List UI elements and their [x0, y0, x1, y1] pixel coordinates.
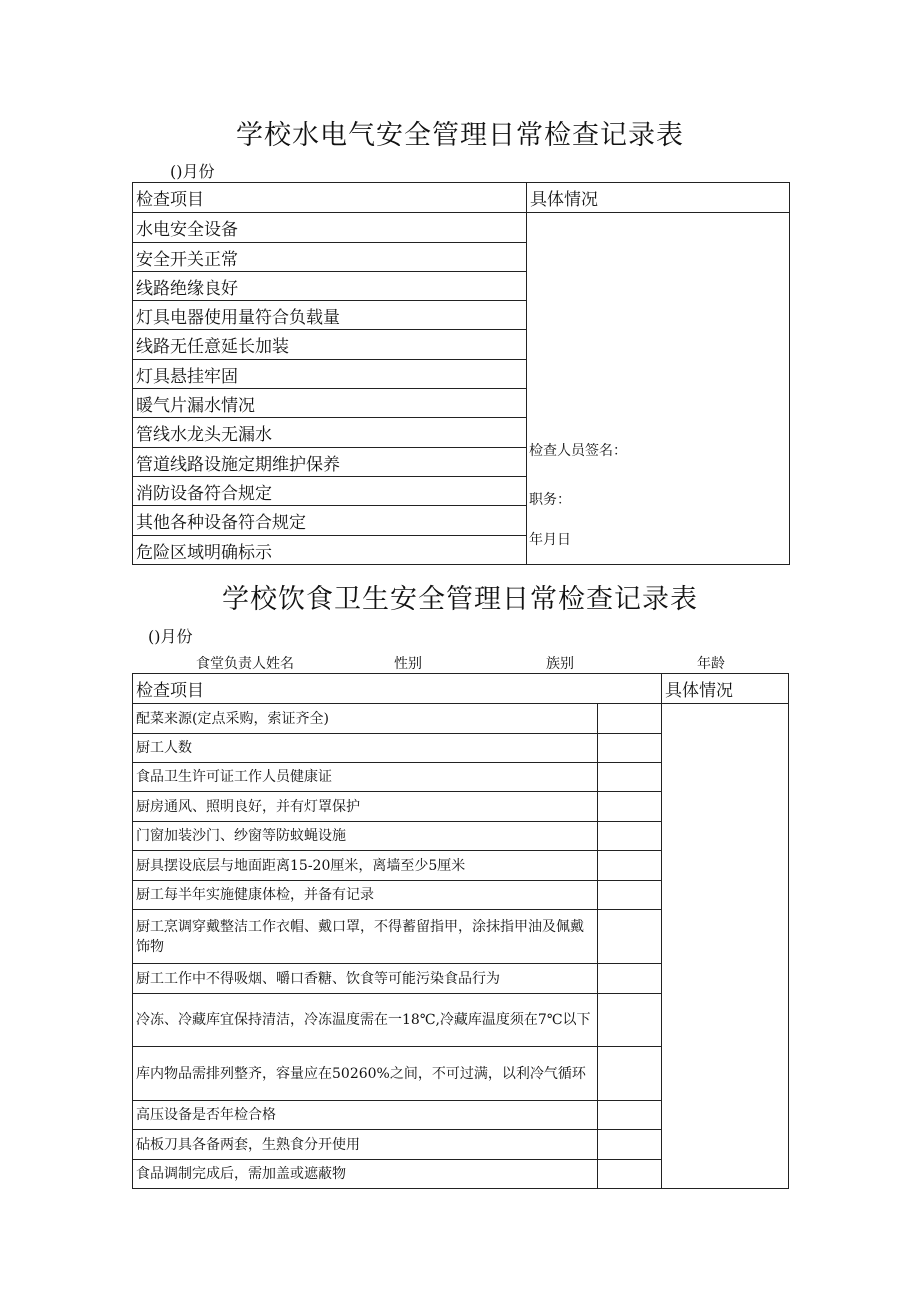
- check-item: 安全开关正常: [133, 243, 527, 272]
- check-box-cell: [598, 994, 662, 1047]
- check-box-cell: [598, 1160, 662, 1189]
- check-item: 砧板刀具各备两套，生熟食分开使用: [133, 1130, 598, 1160]
- check-item: 管线水龙头无漏水: [133, 418, 527, 448]
- check-box-cell: [598, 881, 662, 910]
- check-item: 危险区域明确标示: [133, 536, 527, 565]
- header-item: 检查项目: [133, 674, 662, 704]
- check-item: 冷冻、冷藏库宜保持清洁，冷冻温度需在一18℃,冷藏库温度须在7℃以下: [133, 994, 598, 1047]
- check-box-cell: [598, 822, 662, 851]
- water-electric-month: ()月份: [170, 162, 215, 181]
- info-age: 年龄: [697, 656, 725, 672]
- header-item: 检查项目: [133, 183, 527, 213]
- check-item: 食品卫生许可证工作人员健康证: [133, 763, 598, 792]
- check-item: 管道线路设施定期维护保养: [133, 448, 527, 477]
- check-box-cell: [598, 704, 662, 734]
- food-hygiene-title: 学校饮食卫生安全管理日常检查记录表: [222, 584, 698, 615]
- check-box-cell: [598, 1047, 662, 1101]
- position-label: 职务：: [529, 492, 571, 508]
- check-item: 其他各种设备符合规定: [133, 506, 527, 536]
- check-box-cell: [598, 910, 662, 964]
- header-detail: 具体情况: [662, 674, 789, 704]
- check-item: 厨工工作中不得吸烟、嚼口香糖、饮食等可能污染食品行为: [133, 964, 598, 994]
- detail-cell: [662, 704, 789, 1189]
- check-item: 厨工烹调穿戴整洁工作衣帽、戴口罩，不得蓄留指甲，涂抹指甲油及佩戴饰物: [133, 910, 598, 964]
- check-item: 厨工人数: [133, 734, 598, 763]
- check-item: 线路绝缘良好: [133, 272, 527, 301]
- check-box-cell: [598, 792, 662, 822]
- check-box-cell: [598, 851, 662, 881]
- check-item: 厨房通风、照明良好，并有灯罩保护: [133, 792, 598, 822]
- check-item: 灯具电器使用量符合负载量: [133, 301, 527, 330]
- check-item: 高压设备是否年检合格: [133, 1101, 598, 1130]
- header-detail: 具体情况: [527, 183, 790, 213]
- water-electric-title: 学校水电气安全管理日常检查记录表: [236, 120, 684, 151]
- date-label: 年月日: [529, 532, 571, 548]
- food-hygiene-table: [132, 673, 789, 1189]
- inspector-label: 检查人员签名：: [529, 443, 627, 459]
- check-box-cell: [598, 964, 662, 994]
- check-box-cell: [598, 1130, 662, 1160]
- check-item: 线路无任意延长加装: [133, 330, 527, 360]
- check-item: 厨具摆设底层与地面距离15-20厘米，离墙至少5厘米: [133, 851, 598, 881]
- food-hygiene-month: ()月份: [148, 627, 193, 646]
- check-item: 门窗加装沙门、纱窗等防蚊蝇设施: [133, 822, 598, 851]
- check-item: 灯具悬挂牢固: [133, 360, 527, 389]
- check-item: 消防设备符合规定: [133, 477, 527, 506]
- water-electric-table: [132, 182, 790, 565]
- check-box-cell: [598, 734, 662, 763]
- check-item: 暖气片漏水情况: [133, 389, 527, 418]
- check-item: 水电安全设备: [133, 213, 527, 243]
- info-gender: 性别: [394, 656, 422, 672]
- check-item: 库内物品需排列整齐，容量应在50260%之间，不可过满，以利冷气循环: [133, 1047, 598, 1101]
- info-ethnicity: 族别: [546, 656, 574, 672]
- check-item: 食品调制完成后，需加盖或遮蔽物: [133, 1160, 598, 1189]
- sign-cell: [527, 213, 790, 565]
- info-name: 食堂负责人姓名: [196, 656, 294, 672]
- check-item: 厨工每半年实施健康体检，并备有记录: [133, 881, 598, 910]
- check-item: 配菜来源(定点采购，索证齐全): [133, 704, 598, 734]
- check-box-cell: [598, 1101, 662, 1130]
- check-box-cell: [598, 763, 662, 792]
